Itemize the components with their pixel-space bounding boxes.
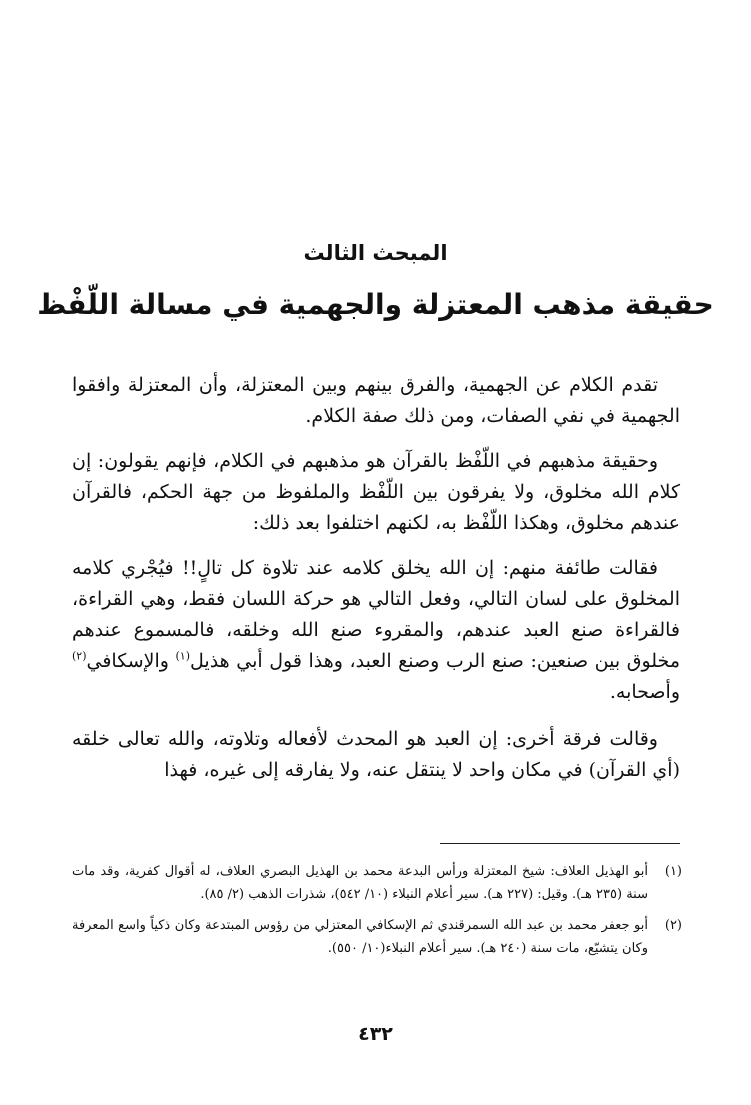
paragraph-3-text-b: والإسكافي [86, 650, 176, 672]
footnote-2-text: أبو جعفر محمد بن عبد الله السمرقندي ثم الإسكافي المعتزلي من رؤوس المبتدعة وكان ذكياً واسع المعرفة وكان يتشيّع، مات سنة (٢٤٠ هـ). سير أعلام النبلاء(١٠/ ٥٥٠). [72, 918, 648, 956]
paragraph-1: تقدم الكلام عن الجهمية، والفرق بينهم وبين المعتزلة، وأن المعتزلة وافقوا الجهمية في نفي الصفات، ومن ذلك صفة الكلام. [72, 374, 680, 427]
paragraph-3-text-c: وأصحابه. [609, 681, 680, 703]
footnote-2 [72, 914, 682, 960]
footnotes [72, 860, 682, 968]
footnote-divider [440, 843, 680, 844]
paragraph-4: وقالت فرقة أخرى: إن العبد هو المحدث لأفعاله وتلاوته، والله تعالى خلقه (أي القرآن) في مكان واحد لا ينتقل عنه، ولا يفارقه إلى غيره، فهذا [72, 728, 680, 781]
footnote-1-text: أبو الهذيل العلاف: شيخ المعتزلة ورأس البدعة محمد بن الهذيل البصري العلاف، له أقوال كفرية، وقد مات سنة (٢٣٥ هـ). وقيل: (٢٢٧ هـ). سير أعلام النبلاء (١٠/ ٥٤٢)، شذرات الذهب (٢/ ٨٥). [72, 864, 648, 902]
paragraph-3-text-a: فقالت طائفة منهم: إن الله يخلق كلامه عند تلاوة كل تالٍ!! فيُجْري كلامه المخلوق على لسان التالي، وفعل التالي هو حركة اللسان فقط، وهي القراءة، فالقراءة صنع العبد عندهم، والمقروء صنع الله وخلقه، فالمسموع عندهم مخلوق بين صنعين: صنع الرب وصنع العبد، وهذا قول أبي هذيل [72, 557, 680, 672]
section-label: المبحث الثالث [303, 241, 448, 265]
paragraph-2: وحقيقة مذهبهم في اللّفْظ بالقرآن هو مذهبهم في الكلام، فإنهم يقولون: إن كلام الله مخلوق، ولا يفرقون بين اللّفْظ والملفوظ من جهة الحكم، فالقرآن عندهم مخلوق، وهكذا اللّفْظ به، لكنهم اختلفوا بعد ذلك: [72, 450, 680, 534]
footnote-1-number: (١) [664, 864, 682, 879]
footnote-ref-1: (١) [175, 649, 191, 663]
body-text [72, 370, 680, 786]
footnote-1 [72, 860, 682, 906]
chapter-title: حقيقة مذهب المعتزلة والجهمية في مسالة اللّفْظ [37, 288, 714, 321]
footnote-2-number: (٢) [664, 918, 682, 933]
page-number: ٤٣٢ [358, 1023, 393, 1045]
footnote-ref-2: (٢) [72, 649, 87, 663]
paragraph-3 [72, 553, 680, 708]
